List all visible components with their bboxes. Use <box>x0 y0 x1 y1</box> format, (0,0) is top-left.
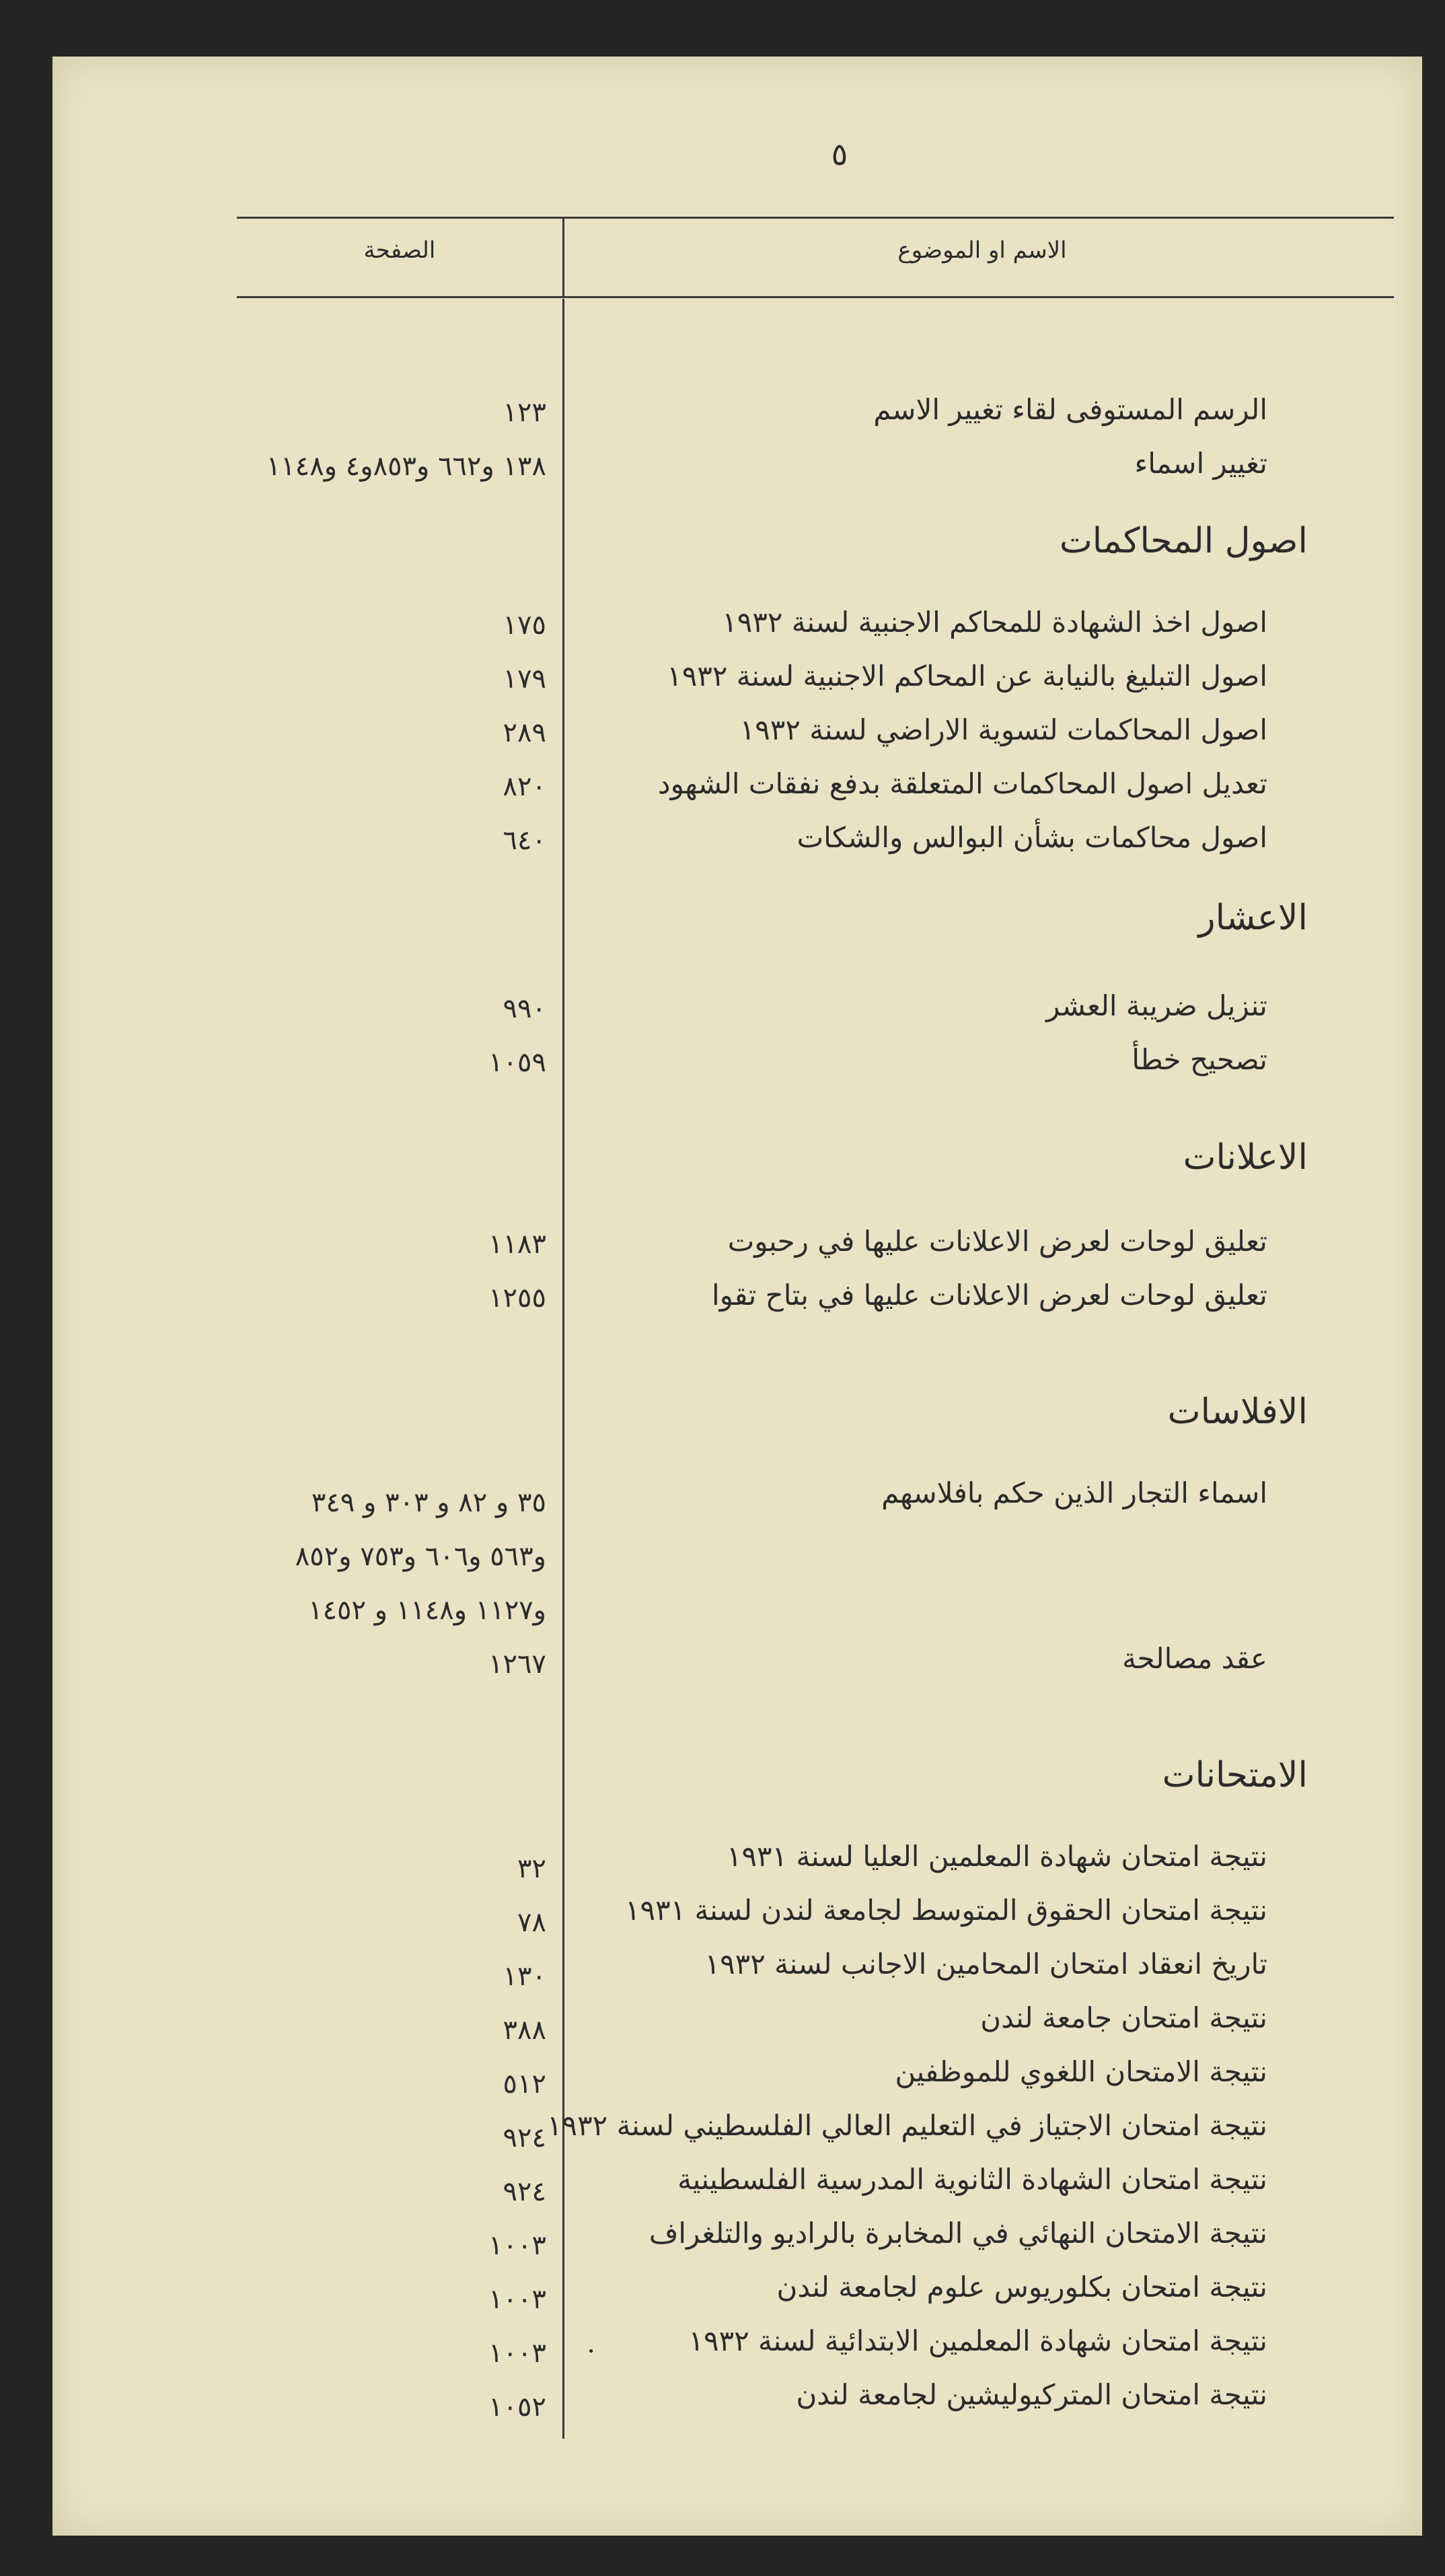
entry-page: ٢٨٩ <box>503 717 546 748</box>
entry-page: ١٢٣ <box>503 397 546 428</box>
entry-page-continuation: و١١٢٧ و١١٤٨ و ١٤٥٢ <box>308 1595 546 1626</box>
entry-subject: عقد مصالحة <box>1122 1642 1267 1675</box>
entry-subject: نتيجة امتحان المتركيوليشين لجامعة لندن <box>796 2378 1267 2411</box>
entry-subject: نتيجة الامتحان اللغوي للموظفين <box>895 2055 1267 2088</box>
entry-page: ١١٨٣ <box>488 1229 546 1260</box>
entry-page: ١٣٨ و٦٦٢ و٨٥٣و٤ و١١٤٨ <box>266 451 546 482</box>
index-entries <box>52 57 1422 2536</box>
entry-subject: نتيجة امتحان شهادة المعلمين الابتدائية لسنة ١٩٣٢ <box>688 2324 1267 2357</box>
entry-subject: اصول التبليغ بالنيابة عن المحاكم الاجنبية لسنة ١٩٣٢ <box>667 659 1267 692</box>
entry-subject: نتيجة امتحان بكلوريوس علوم لجامعة لندن <box>776 2270 1267 2303</box>
entry-subject: نتيجة امتحان الاجتياز في التعليم العالي الفلسطيني لسنة ١٩٣٢ <box>547 2109 1267 2142</box>
section-heading: اصول المحاكمات <box>1059 521 1308 561</box>
entry-page: ٦٤٠ <box>503 825 546 856</box>
entry-subject: نتيجة امتحان جامعة لندن <box>980 2001 1267 2034</box>
entry-page: ٣٨٨ <box>503 2015 546 2046</box>
entry-subject: تغيير اسماء <box>1134 447 1267 480</box>
page-number: ٥ <box>831 136 848 172</box>
entry-subject: اصول اخذ الشهادة للمحاكم الاجنبية لسنة ١٩٣٢ <box>722 606 1267 639</box>
entry-page-continuation: و٥٦٣ و٦٠٦ و٧٥٣ و٨٥٢ <box>295 1541 546 1572</box>
column-header-subject: الاسم او الموضوع <box>897 237 1067 264</box>
entry-page: ٩٢٤ <box>503 2122 546 2153</box>
entry-subject: نتيجة امتحان الشهادة الثانوية المدرسية الفلسطينية <box>677 2163 1267 2196</box>
column-header-page: الصفحة <box>363 237 436 264</box>
entry-page: ٥١٢ <box>503 2069 546 2100</box>
entry-page: ١٣٠ <box>503 1961 546 1992</box>
entry-subject: نتيجة امتحان شهادة المعلمين العليا لسنة ١٩٣١ <box>726 1840 1267 1873</box>
entry-page: ٨٢٠ <box>503 771 546 802</box>
section-heading: الافلاسات <box>1167 1392 1308 1432</box>
entry-page: ٣٢ <box>517 1853 546 1884</box>
entry-page: ١٧٥ <box>503 610 546 641</box>
entry-subject: تنزيل ضريبة العشر <box>1046 989 1267 1022</box>
margin-mark: • <box>587 2345 595 2359</box>
entry-page: ١٠٠٣ <box>488 2284 546 2315</box>
entry-page: ٩٢٤ <box>503 2176 546 2207</box>
entry-subject: اسماء التجار الذين حكم بافلاسهم <box>881 1476 1267 1509</box>
entry-subject: تعليق لوحات لعرض الاعلانات عليها في بتاح تقوا <box>711 1279 1267 1312</box>
entry-subject: تعليق لوحات لعرض الاعلانات عليها في رحبوت <box>727 1225 1267 1258</box>
entry-subject: تاريخ انعقاد امتحان المحامين الاجانب لسنة ١٩٣٢ <box>704 1947 1267 1980</box>
entry-page: ٧٨ <box>517 1907 546 1938</box>
entry-page: ١٠٥٢ <box>488 2392 546 2423</box>
entry-page: ١٠٠٣ <box>488 2230 546 2261</box>
entry-subject: الرسم المستوفى لقاء تغيير الاسم <box>873 393 1267 426</box>
section-heading: الاعلانات <box>1183 1137 1308 1178</box>
document-page <box>52 57 1422 2536</box>
entry-page: ٣٥ و ٨٢ و ٣٠٣ و ٣٤٩ <box>311 1487 546 1518</box>
entry-page: ١٠٠٣ <box>488 2338 546 2369</box>
entry-page: ١٢٦٧ <box>488 1649 546 1680</box>
entry-page: ٩٩٠ <box>503 993 546 1024</box>
entry-page: ١٢٥٥ <box>488 1283 546 1314</box>
entry-subject: اصول المحاكمات لتسوية الاراضي لسنة ١٩٣٢ <box>739 713 1267 746</box>
entry-subject: نتيجة امتحان الحقوق المتوسط لجامعة لندن لسنة ١٩٣١ <box>624 1894 1267 1927</box>
entry-subject: اصول محاكمات بشأن البوالس والشكات <box>796 821 1267 854</box>
entry-subject: تصحيح خطأ <box>1132 1043 1267 1076</box>
entry-page: ١٧٩ <box>503 664 546 694</box>
entry-page: ١٠٥٩ <box>488 1047 546 1078</box>
section-heading: الاعشار <box>1198 898 1308 938</box>
entry-subject: تعديل اصول المحاكمات المتعلقة بدفع نفقات الشهود <box>657 767 1267 800</box>
entry-subject: نتيجة الامتحان النهائي في المخابرة بالراديو والتلغراف <box>649 2217 1267 2250</box>
section-heading: الامتحانات <box>1162 1755 1308 1795</box>
